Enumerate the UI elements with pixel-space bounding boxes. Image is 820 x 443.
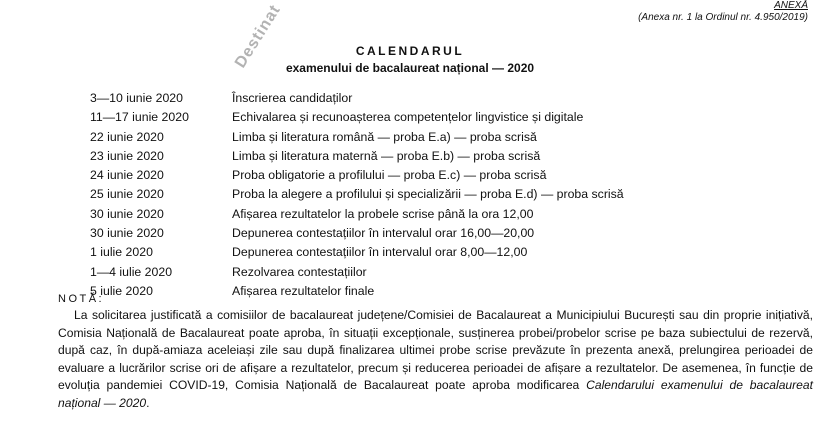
nota-label: NOTĂ: [58,293,105,305]
nota-text-main: La solicitarea justificată a comisiilor de bacalaureat județene/Comisiei de Bacalaureat a Municipiului București sau din proprie inițiativă, Comisia Națională de Bacalaureat poate aproba, în situații excepționale, susținerea probei/probelor scrise pe baza subiectului de rezervă, după caz, în după-amiaza aceleiași zile sau după finalizarea ultimei probe scrise prevăzute în prezenta anexă, prelungirea perioadei de evaluare a lucrărilor scrise ori de afișare a rezultatelor, precum și reducerea perioadei de afișare a rezultatelor. De asemenea, în funcție de evoluția pandemiei COVID-19, Comisia Națională de Bacalaureat poate aproba modificarea [58,308,813,393]
watermark-stamp: Destinat [232,1,285,72]
document-title: CALENDARUL [355,44,465,58]
schedule-activity: Proba la alegere a profilului și specializării — proba E.d) — proba scrisă [232,187,624,202]
schedule-date: 1 iulie 2020 [90,245,153,260]
schedule-row [90,224,624,243]
schedule-activity: Afișarea rezultatelor finale [232,283,375,298]
schedule-row [90,282,624,301]
document-subtitle: examenului de bacalaureat național — 2020 [285,61,535,75]
schedule-date: 30 iunie 2020 [90,226,164,241]
schedule-activity: Înscrierea candidaților [232,91,353,105]
annex-header [638,0,808,24]
schedule-date: 1—4 iulie 2020 [90,264,173,279]
schedule-row [90,147,624,166]
nota-paragraph [58,307,813,413]
schedule-activity: Depunerea contestațiilor în intervalul orar 8,00—12,00 [232,245,528,260]
nota-text-italic: Calendarului examenului de bacalaureat național — 2020 [58,378,813,410]
schedule-date: 22 iunie 2020 [90,129,164,144]
schedule-row [90,166,624,185]
schedule-row [90,128,624,147]
schedule-activity: Rezolvarea contestațiilor [232,264,367,279]
schedule-table [90,89,624,301]
schedule-row [90,263,624,282]
schedule-activity: Limba și literatura română — proba E.a) — proba scrisă [232,129,537,144]
schedule-date: 25 iunie 2020 [90,187,164,202]
schedule-row [90,108,624,127]
schedule-date: 5 iulie 2020 [90,283,153,298]
schedule-row [90,185,624,204]
nota-text-end: . [146,395,150,410]
schedule-date: 24 iunie 2020 [90,168,164,183]
schedule-activity: Afișarea rezultatelor la probele scrise până la ora 12,00 [232,206,534,221]
schedule-activity: Limba și literatura maternă — proba E.b) — proba scrisă [232,148,541,163]
schedule-activity: Echivalarea și recunoașterea competențelor lingvistice și digitale [232,110,584,125]
schedule-row [90,243,624,262]
schedule-date: 30 iunie 2020 [90,206,164,221]
schedule-row [90,89,624,108]
schedule-date: 23 iunie 2020 [90,148,164,163]
schedule-activity: Proba obligatorie a profilului — proba E.c) — proba scrisă [232,168,547,183]
schedule-date: 11—17 iunie 2020 [90,110,189,125]
schedule-row [90,205,624,224]
schedule-date: 3—10 iunie 2020 [90,91,183,105]
annex-label: ANEXĂ [774,0,808,11]
annex-reference: (Anexa nr. 1 la Ordinul nr. 4.950/2019) [638,12,808,23]
schedule-activity: Depunerea contestațiilor în intervalul orar 16,00—20,00 [232,226,535,241]
